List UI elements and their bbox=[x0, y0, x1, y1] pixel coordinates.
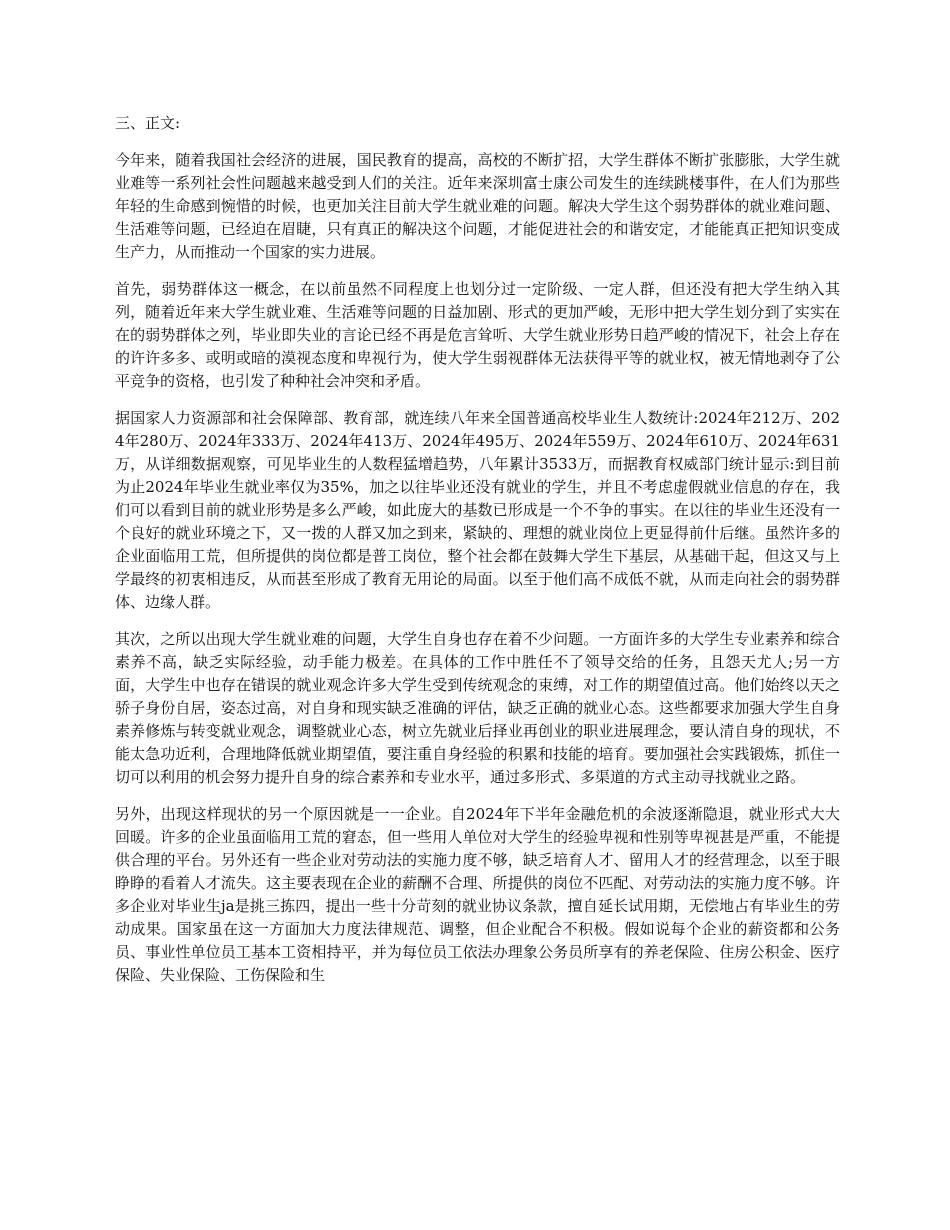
paragraph-enterprise: 另外，出现这样现状的另一个原因就是一一企业。自2024年下半年金融危机的余波逐渐隐退，就业形式大大回暖。许多的企业虽面临用工荒的窘态，但一些用人单位对大学生的经验卑视和性别等卑视甚是严重，不能提供合理的平台。另外还有一些企业对劳动法的实施力度不够，缺乏培育人才、留用人才的经营理念，以至于眼睁睁的看着人才流失。这主要表现在企业的薪酬不合理、所提供的岗位不匹配、对劳动法的实施力度不够。许多企业对毕业生ja是挑三拣四，提出一些十分苛刻的就业协议条款，擅自延长试用期，无偿地占有毕业生的劳动成果。国家虽在这一方面加大力度法律规范、调整，但企业配合不积极。假如说每个企业的薪资都和公务员、事业性单位员工基本工资相持平，并为每位员工依法办理象公务员所享有的养老保险、住房公积金、医疗保险、失业保险、工伤保险和生 bbox=[115, 805, 840, 984]
paragraph-statistics: 据国家人力资源部和社会保障部、教育部，就连续八年来全国普通高校毕业生人数统计:2024年212万、2024年280万、2024年333万、2024年413万、2024年495万、2024年559万、2024年610万、2024年631万，从详细数据观察，可见毕业生的人数程猛增趋势，八年累计3533万，而据教育权威部门统计显示:到目前为止2024年毕业生就业率仅为35%，加之以往毕业还没有就业的学生，并且不考虑虚假就业信息的存在，我们可以看到目前的就业形势是多么严峻，如此庞大的基数已形成是一个不争的事实。在以往的毕业生还没有一个良好的就业环境之下，又一拨的人群又加之到来，紧缺的、理想的就业岗位上更显得前什后继。虽然许多的企业面临用工荒，但所提供的岗位都是普工岗位，整个社会都在鼓舞大学生下基层，从基础干起，但这又与上学最终的初衷相违反，从而甚至形成了教育无用论的局面。以至于他们高不成低不就，从而走向社会的弱势群体、边缘人群。 bbox=[115, 409, 840, 611]
paragraph-second: 其次，之所以出现大学生就业难的问题，大学生自身也存在着不少问题。一方面许多的大学生专业素养和综合素养不高，缺乏实际经验，动手能力极差。在具体的工作中胜任不了领导交给的任务，且怨天尤人;另一方面，大学生中也存在错误的就业观念许多大学生受到传统观念的束缚，对工作的期望值过高。他们始终以天之骄子身份自居，姿态过高，对自身和现实缺乏准确的评估，缺乏正确的就业心态。这些都要求加强大学生自身素养修炼与转变就业观念，调整就业心态，树立先就业后择业再创业的职业进展理念，要认清自身的现状，不能太急功近利，合理地降低就业期望值，要注重自身经验的积累和技能的培育。要加强社会实践锻炼，抓住一切可以利用的机会努力提升自身的综合素养和专业水平，通过多形式、多渠道的方式主动寻找就业之路。 bbox=[115, 630, 840, 786]
document-body bbox=[115, 112, 840, 1001]
paragraph-intro: 今年来，随着我国社会经济的进展，国民教育的提高，高校的不断扩招，大学生群体不断扩张膨胀，大学生就业难等一系列社会性问题越来越受到人们的关注。近年来深圳富士康公司发生的连续跳楼事件，在人们为那些年轻的生命感到惋惜的时候，也更加关注目前大学生就业难的问题。解决大学生这个弱势群体的就业难问题、生活难等问题，已经迫在眉睫，只有真正的解决这个问题，才能促进社会的和谐安定，才能能真正把知识变成生产力，从而推动一个国家的实力进展。 bbox=[115, 151, 840, 261]
section-heading: 三、正文: bbox=[115, 114, 181, 132]
paragraph-first: 首先，弱势群体这一概念，在以前虽然不同程度上也划分过一定阶级、一定人群，但还没有把大学生纳入其列，随着近年来大学生就业难、生活难等问题的日益加剧、形式的更加严峻，无形中把大学生划分到了实实在在的弱势群体之列，毕业即失业的言论已经不再是危言耸听、大学生就业形势日趋严峻的情况下，社会上存在的许许多多、或明或暗的漠视态度和卑视行为，使大学生弱视群体无法获得平等的就业权，被无情地剥夺了公平竞争的资格，也引发了种种社会冲突和矛盾。 bbox=[115, 280, 840, 390]
